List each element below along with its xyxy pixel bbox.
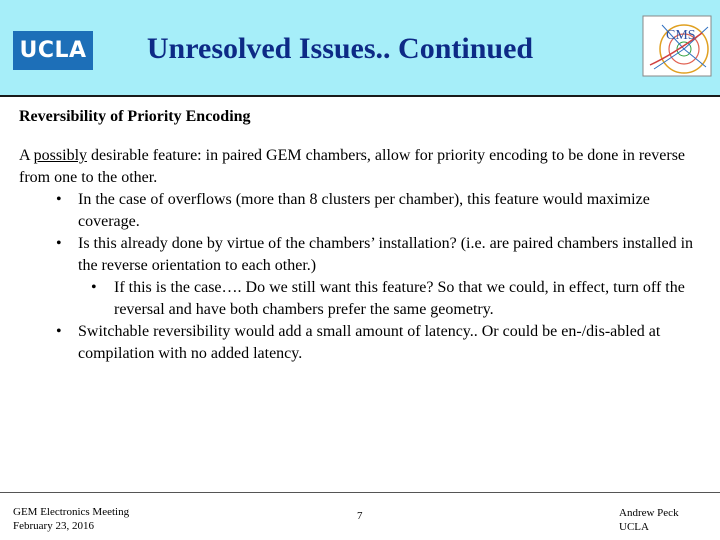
footer-divider (0, 492, 720, 493)
footer-author: Andrew Peck (619, 507, 679, 519)
bullet-icon: • (56, 323, 62, 340)
footer-affiliation: UCLA (619, 521, 649, 533)
footer-meeting-name: GEM Electronics Meeting (13, 506, 130, 518)
page-number: 7 (357, 510, 363, 522)
footer-date: February 23, 2016 (13, 520, 94, 532)
bullet-icon: • (56, 191, 62, 208)
ucla-logo-text: UCLA (19, 38, 87, 63)
slide-body (19, 106, 699, 365)
bullet-item (19, 233, 699, 277)
sub-bullet-text: If this is the case…. Do we still want this feature? So that we could, in effect, turn off the reversal and have both chambers prefer the same geometry. (114, 279, 685, 318)
slide-header (0, 0, 720, 97)
section-subheading: Reversibility of Priority Encoding (19, 108, 251, 125)
bullet-text: In the case of overflows (more than 8 clusters per chamber), this feature would maximize coverage. (78, 191, 650, 230)
slide-title: Unresolved Issues.. Continued (146, 32, 534, 65)
bullet-item (19, 189, 699, 233)
intro-paragraph (19, 145, 699, 189)
bullet-icon: • (56, 235, 62, 252)
bullet-item (19, 321, 699, 365)
footer-meeting-info (13, 505, 129, 533)
cms-logo-text: CMS (666, 28, 696, 43)
bullet-text: Switchable reversibility would add a small amount of latency.. Or could be en-/dis-abled at compilation with no added latency. (78, 323, 661, 362)
ucla-logo (13, 31, 93, 70)
intro-underlined-word: possibly (33, 147, 88, 164)
intro-rest: desirable feature: in paired GEM chambers, allow for priority encoding to be done in reverse from one to the other. (19, 147, 686, 186)
bullet-text: Is this already done by virtue of the chambers’ installation? (i.e. are paired chambers installed in the reverse orientation to each other.) (78, 235, 694, 274)
footer-author-info (619, 506, 679, 534)
intro-prefix: A (19, 147, 34, 164)
cms-logo-icon (642, 15, 712, 77)
sub-bullet-item (19, 277, 699, 321)
bullet-icon: • (91, 279, 97, 296)
